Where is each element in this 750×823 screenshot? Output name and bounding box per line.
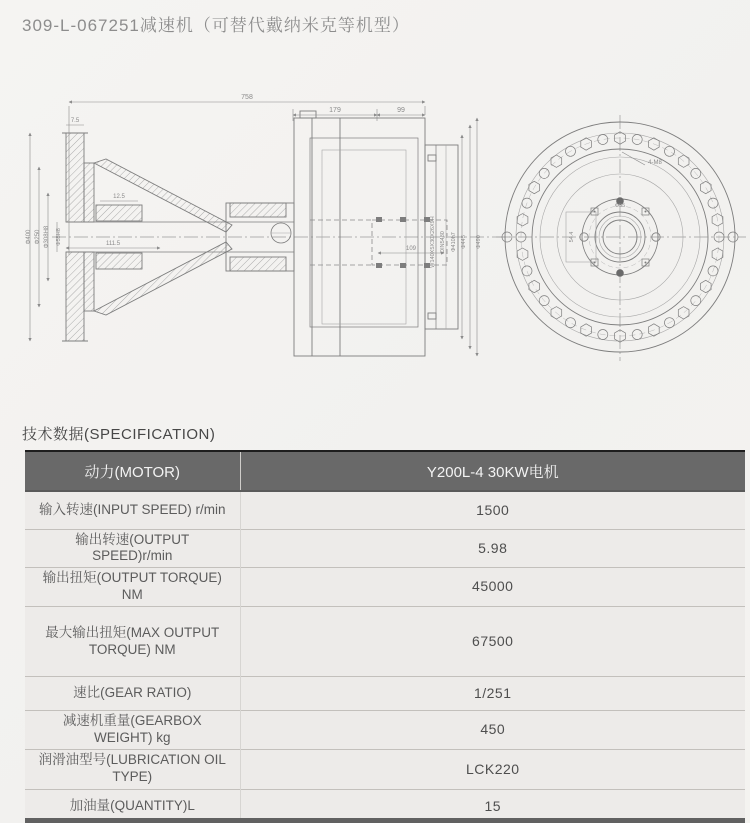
- table-bottom-band: [25, 818, 745, 823]
- spec-label: 速比(GEAR RATIO): [25, 677, 240, 711]
- dim-dia-445: Φ445: [461, 235, 467, 249]
- spec-value: 1/251: [240, 677, 745, 711]
- front-view: [496, 115, 746, 361]
- page-title: 309-L-067251减速机（可替代戴纳米克等机型）: [22, 16, 410, 35]
- spec-label: 输出转速(OUTPUT SPEED)r/min: [25, 529, 240, 568]
- spec-label: 加油量(QUANTITY)L: [25, 789, 240, 823]
- spec-table-body: [25, 491, 745, 823]
- spec-label: 最大输出扭矩(MAX OUTPUT TORQUE) NM: [25, 607, 240, 677]
- bolt-hole-icon: [691, 296, 701, 306]
- bolt-hole-icon: [708, 198, 718, 208]
- hex-nut-icon: [678, 307, 689, 319]
- bolt-head-icon: [616, 269, 624, 277]
- table-row: [25, 529, 745, 568]
- dim-dia-55: Φ55H8: [56, 228, 62, 246]
- bolt-hole-icon: [632, 330, 642, 340]
- dim-spline-spec: W140X5X30X26X9H: [430, 216, 436, 268]
- table-row: [25, 677, 745, 711]
- nut-center-dot: [594, 211, 596, 213]
- dim-overall-length: 758: [241, 94, 253, 101]
- bolt-hole-icon: [539, 168, 549, 178]
- hex-nut-icon: [551, 155, 562, 167]
- table-row: [25, 607, 745, 677]
- spec-table: [25, 450, 745, 823]
- dim-dia-308: Φ308H8: [44, 225, 50, 249]
- dim-dia-410: Φ410h7: [451, 232, 457, 252]
- hex-nut-icon: [700, 181, 711, 193]
- table-row: [25, 711, 745, 750]
- dim-din5480: DIN5480: [440, 231, 446, 253]
- bolt-hole-icon: [566, 318, 576, 328]
- spec-value: 67500: [240, 607, 745, 677]
- table-header-row: [25, 451, 745, 491]
- front-annotation: 4-M8: [648, 160, 662, 166]
- nut-center-dot: [594, 262, 596, 264]
- table-row: [25, 491, 745, 529]
- spec-label: 减速机重量(GEARBOX WEIGHT) kg: [25, 711, 240, 750]
- nut-center-dot: [645, 211, 647, 213]
- hex-nut-icon: [581, 324, 592, 336]
- table-row: [25, 568, 745, 607]
- spec-value: 450: [240, 711, 745, 750]
- header-motor-value: Y200L-4 30KW电机: [240, 451, 745, 491]
- bolt-hole-icon: [598, 135, 608, 145]
- header-motor-label: 动力(MOTOR): [25, 451, 240, 491]
- spec-value: 45000: [240, 568, 745, 607]
- table-row: [25, 749, 745, 789]
- spec-label: 润滑油型号(LUBRICATION OIL TYPE): [25, 749, 240, 789]
- dim-flange-length: 99: [397, 107, 405, 114]
- dim-dia-400: Φ400: [26, 229, 32, 245]
- bolt-hole-icon: [665, 146, 675, 156]
- dim-dia-250: Φ250: [35, 229, 41, 245]
- spec-label: 输入转速(INPUT SPEED) r/min: [25, 491, 240, 529]
- technical-drawing: [0, 55, 750, 415]
- spec-value: LCK220: [240, 749, 745, 789]
- dim-body-length: 179: [329, 107, 341, 114]
- spec-value: 5.98: [240, 529, 745, 568]
- section-heading: 技术数据(SPECIFICATION): [22, 426, 216, 443]
- spec-value: 1500: [476, 501, 510, 518]
- keyway-label: 54.4: [569, 231, 575, 243]
- spec-label: 输出扭矩(OUTPUT TORQUE) NM: [25, 568, 240, 607]
- spec-value: 15: [240, 789, 745, 823]
- gearbox-drawing-svg: [0, 55, 750, 415]
- bore-label: Φ55: [614, 203, 626, 209]
- dim-spline-length: 109: [405, 246, 417, 252]
- side-view-dimensions: [30, 102, 477, 356]
- dim-dia-490: Φ490: [476, 235, 482, 249]
- hex-nut-icon: [517, 214, 528, 226]
- nut-center-dot: [645, 262, 647, 264]
- dim-hub-length: 111.5: [105, 241, 121, 247]
- hex-nut-icon: [712, 248, 723, 260]
- dim-step: 12.5: [113, 194, 125, 200]
- dim-flange-thickness: 7.5: [70, 118, 80, 124]
- hex-nut-icon: [529, 280, 540, 292]
